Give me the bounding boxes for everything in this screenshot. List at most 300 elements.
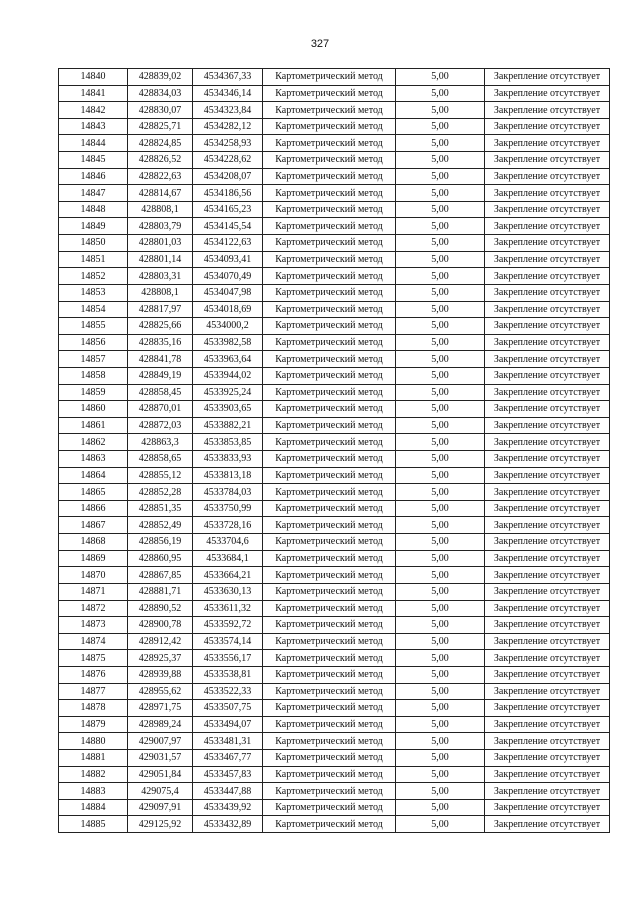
y-coordinate-cell: 4534208,07 <box>193 168 263 185</box>
fixing-cell: Закрепление отсутствует <box>485 583 610 600</box>
table-row <box>59 484 610 501</box>
precision-cell: 5,00 <box>396 500 485 517</box>
table-row <box>59 500 610 517</box>
method-cell: Картометрический метод <box>263 733 396 750</box>
method-cell: Картометрический метод <box>263 334 396 351</box>
point-number-cell: 14881 <box>59 749 128 766</box>
point-number-cell: 14873 <box>59 617 128 634</box>
fixing-cell: Закрепление отсутствует <box>485 268 610 285</box>
fixing-cell: Закрепление отсутствует <box>485 384 610 401</box>
point-number-cell: 14858 <box>59 367 128 384</box>
table-row <box>59 384 610 401</box>
method-cell: Картометрический метод <box>263 201 396 218</box>
table-row <box>59 451 610 468</box>
table-row <box>59 334 610 351</box>
point-number-cell: 14860 <box>59 401 128 418</box>
method-cell: Картометрический метод <box>263 268 396 285</box>
x-coordinate-cell: 428863,3 <box>128 434 193 451</box>
table-row <box>59 434 610 451</box>
point-number-cell: 14862 <box>59 434 128 451</box>
point-number-cell: 14849 <box>59 218 128 235</box>
table-row <box>59 118 610 135</box>
fixing-cell: Закрепление отсутствует <box>485 783 610 800</box>
y-coordinate-cell: 4533439,92 <box>193 799 263 816</box>
y-coordinate-cell: 4534346,14 <box>193 85 263 102</box>
x-coordinate-cell: 428849,19 <box>128 367 193 384</box>
x-coordinate-cell: 428801,14 <box>128 251 193 268</box>
fixing-cell: Закрепление отсутствует <box>485 733 610 750</box>
precision-cell: 5,00 <box>396 69 485 86</box>
table-row <box>59 583 610 600</box>
x-coordinate-cell: 428803,79 <box>128 218 193 235</box>
x-coordinate-cell: 428858,65 <box>128 451 193 468</box>
x-coordinate-cell: 428808,1 <box>128 284 193 301</box>
method-cell: Картометрический метод <box>263 600 396 617</box>
point-number-cell: 14871 <box>59 583 128 600</box>
x-coordinate-cell: 428870,01 <box>128 401 193 418</box>
y-coordinate-cell: 4533903,65 <box>193 401 263 418</box>
precision-cell: 5,00 <box>396 102 485 119</box>
x-coordinate-cell: 429031,57 <box>128 749 193 766</box>
point-number-cell: 14847 <box>59 185 128 202</box>
fixing-cell: Закрепление отсутствует <box>485 367 610 384</box>
y-coordinate-cell: 4533630,13 <box>193 583 263 600</box>
point-number-cell: 14884 <box>59 799 128 816</box>
precision-cell: 5,00 <box>396 650 485 667</box>
y-coordinate-cell: 4533853,85 <box>193 434 263 451</box>
precision-cell: 5,00 <box>396 467 485 484</box>
fixing-cell: Закрепление отсутствует <box>485 567 610 584</box>
x-coordinate-cell: 428867,85 <box>128 567 193 584</box>
point-number-cell: 14875 <box>59 650 128 667</box>
fixing-cell: Закрепление отсутствует <box>485 284 610 301</box>
point-number-cell: 14857 <box>59 351 128 368</box>
y-coordinate-cell: 4533447,88 <box>193 783 263 800</box>
point-number-cell: 14846 <box>59 168 128 185</box>
table-row <box>59 783 610 800</box>
precision-cell: 5,00 <box>396 218 485 235</box>
x-coordinate-cell: 428900,78 <box>128 617 193 634</box>
point-number-cell: 14882 <box>59 766 128 783</box>
x-coordinate-cell: 429051,84 <box>128 766 193 783</box>
table-row <box>59 650 610 667</box>
x-coordinate-cell: 428830,07 <box>128 102 193 119</box>
method-cell: Картометрический метод <box>263 650 396 667</box>
method-cell: Картометрический метод <box>263 500 396 517</box>
fixing-cell: Закрепление отсутствует <box>485 218 610 235</box>
method-cell: Картометрический метод <box>263 251 396 268</box>
y-coordinate-cell: 4534047,98 <box>193 284 263 301</box>
fixing-cell: Закрепление отсутствует <box>485 201 610 218</box>
method-cell: Картометрический метод <box>263 799 396 816</box>
point-number-cell: 14850 <box>59 235 128 252</box>
point-number-cell: 14841 <box>59 85 128 102</box>
fixing-cell: Закрепление отсутствует <box>485 666 610 683</box>
point-number-cell: 14879 <box>59 716 128 733</box>
y-coordinate-cell: 4533481,31 <box>193 733 263 750</box>
table-row <box>59 401 610 418</box>
method-cell: Картометрический метод <box>263 749 396 766</box>
method-cell: Картометрический метод <box>263 683 396 700</box>
method-cell: Картометрический метод <box>263 451 396 468</box>
x-coordinate-cell: 428839,02 <box>128 69 193 86</box>
x-coordinate-cell: 428858,45 <box>128 384 193 401</box>
precision-cell: 5,00 <box>396 384 485 401</box>
fixing-cell: Закрепление отсутствует <box>485 401 610 418</box>
precision-cell: 5,00 <box>396 318 485 335</box>
y-coordinate-cell: 4533963,64 <box>193 351 263 368</box>
x-coordinate-cell: 428872,03 <box>128 417 193 434</box>
fixing-cell: Закрепление отсутствует <box>485 700 610 717</box>
fixing-cell: Закрепление отсутствует <box>485 534 610 551</box>
fixing-cell: Закрепление отсутствует <box>485 301 610 318</box>
x-coordinate-cell: 428834,03 <box>128 85 193 102</box>
table-row <box>59 517 610 534</box>
y-coordinate-cell: 4534093,41 <box>193 251 263 268</box>
point-number-cell: 14866 <box>59 500 128 517</box>
x-coordinate-cell: 428855,12 <box>128 467 193 484</box>
page-number: 327 <box>310 38 330 50</box>
point-number-cell: 14869 <box>59 550 128 567</box>
x-coordinate-cell: 428971,75 <box>128 700 193 717</box>
precision-cell: 5,00 <box>396 534 485 551</box>
method-cell: Картометрический метод <box>263 434 396 451</box>
precision-cell: 5,00 <box>396 799 485 816</box>
fixing-cell: Закрепление отсутствует <box>485 251 610 268</box>
y-coordinate-cell: 4534228,62 <box>193 152 263 169</box>
precision-cell: 5,00 <box>396 451 485 468</box>
y-coordinate-cell: 4533664,21 <box>193 567 263 584</box>
coordinates-table <box>58 68 610 833</box>
fixing-cell: Закрепление отсутствует <box>485 633 610 650</box>
point-number-cell: 14840 <box>59 69 128 86</box>
y-coordinate-cell: 4533813,18 <box>193 467 263 484</box>
precision-cell: 5,00 <box>396 633 485 650</box>
table-row <box>59 135 610 152</box>
precision-cell: 5,00 <box>396 766 485 783</box>
precision-cell: 5,00 <box>396 816 485 833</box>
precision-cell: 5,00 <box>396 700 485 717</box>
point-number-cell: 14865 <box>59 484 128 501</box>
point-number-cell: 14852 <box>59 268 128 285</box>
table-row <box>59 683 610 700</box>
precision-cell: 5,00 <box>396 517 485 534</box>
point-number-cell: 14874 <box>59 633 128 650</box>
table-row <box>59 284 610 301</box>
y-coordinate-cell: 4533432,89 <box>193 816 263 833</box>
table-row <box>59 185 610 202</box>
table-row <box>59 301 610 318</box>
fixing-cell: Закрепление отсутствует <box>485 69 610 86</box>
method-cell: Картометрический метод <box>263 401 396 418</box>
y-coordinate-cell: 4533611,32 <box>193 600 263 617</box>
point-number-cell: 14859 <box>59 384 128 401</box>
point-number-cell: 14854 <box>59 301 128 318</box>
precision-cell: 5,00 <box>396 666 485 683</box>
coordinates-table-body <box>59 69 610 833</box>
y-coordinate-cell: 4534122,63 <box>193 235 263 252</box>
x-coordinate-cell: 428808,1 <box>128 201 193 218</box>
method-cell: Картометрический метод <box>263 168 396 185</box>
fixing-cell: Закрепление отсутствует <box>485 451 610 468</box>
table-row <box>59 816 610 833</box>
fixing-cell: Закрепление отсутствует <box>485 517 610 534</box>
x-coordinate-cell: 429075,4 <box>128 783 193 800</box>
table-row <box>59 318 610 335</box>
y-coordinate-cell: 4533522,33 <box>193 683 263 700</box>
y-coordinate-cell: 4533728,16 <box>193 517 263 534</box>
y-coordinate-cell: 4533925,24 <box>193 384 263 401</box>
method-cell: Картометрический метод <box>263 301 396 318</box>
y-coordinate-cell: 4534165,23 <box>193 201 263 218</box>
precision-cell: 5,00 <box>396 583 485 600</box>
point-number-cell: 14863 <box>59 451 128 468</box>
y-coordinate-cell: 4533538,81 <box>193 666 263 683</box>
table-row <box>59 251 610 268</box>
table-row <box>59 766 610 783</box>
precision-cell: 5,00 <box>396 168 485 185</box>
y-coordinate-cell: 4533684,1 <box>193 550 263 567</box>
precision-cell: 5,00 <box>396 484 485 501</box>
precision-cell: 5,00 <box>396 351 485 368</box>
x-coordinate-cell: 428852,49 <box>128 517 193 534</box>
x-coordinate-cell: 428939,88 <box>128 666 193 683</box>
y-coordinate-cell: 4534367,33 <box>193 69 263 86</box>
y-coordinate-cell: 4533833,93 <box>193 451 263 468</box>
table-row <box>59 550 610 567</box>
point-number-cell: 14845 <box>59 152 128 169</box>
precision-cell: 5,00 <box>396 301 485 318</box>
method-cell: Картометрический метод <box>263 783 396 800</box>
fixing-cell: Закрепление отсутствует <box>485 600 610 617</box>
point-number-cell: 14870 <box>59 567 128 584</box>
x-coordinate-cell: 428851,35 <box>128 500 193 517</box>
table-row <box>59 69 610 86</box>
point-number-cell: 14876 <box>59 666 128 683</box>
precision-cell: 5,00 <box>396 367 485 384</box>
point-number-cell: 14880 <box>59 733 128 750</box>
y-coordinate-cell: 4533704,6 <box>193 534 263 551</box>
precision-cell: 5,00 <box>396 118 485 135</box>
fixing-cell: Закрепление отсутствует <box>485 766 610 783</box>
table-row <box>59 417 610 434</box>
y-coordinate-cell: 4533944,02 <box>193 367 263 384</box>
x-coordinate-cell: 428860,95 <box>128 550 193 567</box>
x-coordinate-cell: 428825,71 <box>128 118 193 135</box>
point-number-cell: 14843 <box>59 118 128 135</box>
x-coordinate-cell: 428955,62 <box>128 683 193 700</box>
fixing-cell: Закрепление отсутствует <box>485 484 610 501</box>
table-row <box>59 102 610 119</box>
method-cell: Картометрический метод <box>263 816 396 833</box>
precision-cell: 5,00 <box>396 749 485 766</box>
method-cell: Картометрический метод <box>263 284 396 301</box>
method-cell: Картометрический метод <box>263 716 396 733</box>
table-row <box>59 799 610 816</box>
method-cell: Картометрический метод <box>263 102 396 119</box>
table-row <box>59 235 610 252</box>
table-row <box>59 700 610 717</box>
method-cell: Картометрический метод <box>263 583 396 600</box>
y-coordinate-cell: 4534282,12 <box>193 118 263 135</box>
fixing-cell: Закрепление отсутствует <box>485 749 610 766</box>
x-coordinate-cell: 429125,92 <box>128 816 193 833</box>
x-coordinate-cell: 428803,31 <box>128 268 193 285</box>
precision-cell: 5,00 <box>396 600 485 617</box>
y-coordinate-cell: 4534258,93 <box>193 135 263 152</box>
fixing-cell: Закрепление отсутствует <box>485 334 610 351</box>
fixing-cell: Закрепление отсутствует <box>485 168 610 185</box>
precision-cell: 5,00 <box>396 434 485 451</box>
fixing-cell: Закрепление отсутствует <box>485 650 610 667</box>
fixing-cell: Закрепление отсутствует <box>485 152 610 169</box>
method-cell: Картометрический метод <box>263 666 396 683</box>
point-number-cell: 14883 <box>59 783 128 800</box>
y-coordinate-cell: 4533592,72 <box>193 617 263 634</box>
method-cell: Картометрический метод <box>263 484 396 501</box>
y-coordinate-cell: 4533882,21 <box>193 417 263 434</box>
y-coordinate-cell: 4533457,83 <box>193 766 263 783</box>
y-coordinate-cell: 4533507,75 <box>193 700 263 717</box>
fixing-cell: Закрепление отсутствует <box>485 434 610 451</box>
fixing-cell: Закрепление отсутствует <box>485 816 610 833</box>
point-number-cell: 14868 <box>59 534 128 551</box>
method-cell: Картометрический метод <box>263 534 396 551</box>
x-coordinate-cell: 428814,67 <box>128 185 193 202</box>
y-coordinate-cell: 4533467,77 <box>193 749 263 766</box>
fixing-cell: Закрепление отсутствует <box>485 467 610 484</box>
method-cell: Картометрический метод <box>263 118 396 135</box>
precision-cell: 5,00 <box>396 251 485 268</box>
x-coordinate-cell: 428801,03 <box>128 235 193 252</box>
table-row <box>59 600 610 617</box>
precision-cell: 5,00 <box>396 683 485 700</box>
fixing-cell: Закрепление отсутствует <box>485 351 610 368</box>
x-coordinate-cell: 428824,85 <box>128 135 193 152</box>
fixing-cell: Закрепление отсутствует <box>485 235 610 252</box>
x-coordinate-cell: 429007,97 <box>128 733 193 750</box>
table-row <box>59 268 610 285</box>
point-number-cell: 14877 <box>59 683 128 700</box>
x-coordinate-cell: 428825,66 <box>128 318 193 335</box>
x-coordinate-cell: 428890,52 <box>128 600 193 617</box>
table-row <box>59 567 610 584</box>
point-number-cell: 14851 <box>59 251 128 268</box>
precision-cell: 5,00 <box>396 152 485 169</box>
precision-cell: 5,00 <box>396 268 485 285</box>
y-coordinate-cell: 4533556,17 <box>193 650 263 667</box>
method-cell: Картометрический метод <box>263 700 396 717</box>
x-coordinate-cell: 428826,52 <box>128 152 193 169</box>
y-coordinate-cell: 4534145,54 <box>193 218 263 235</box>
point-number-cell: 14867 <box>59 517 128 534</box>
x-coordinate-cell: 428841,78 <box>128 351 193 368</box>
fixing-cell: Закрепление отсутствует <box>485 102 610 119</box>
y-coordinate-cell: 4533750,99 <box>193 500 263 517</box>
x-coordinate-cell: 428835,16 <box>128 334 193 351</box>
point-number-cell: 14864 <box>59 467 128 484</box>
precision-cell: 5,00 <box>396 783 485 800</box>
fixing-cell: Закрепление отсутствует <box>485 118 610 135</box>
method-cell: Картометрический метод <box>263 85 396 102</box>
table-row <box>59 749 610 766</box>
fixing-cell: Закрепление отсутствует <box>485 318 610 335</box>
table-row <box>59 152 610 169</box>
x-coordinate-cell: 428817,97 <box>128 301 193 318</box>
fixing-cell: Закрепление отсутствует <box>485 799 610 816</box>
y-coordinate-cell: 4534070,49 <box>193 268 263 285</box>
method-cell: Картометрический метод <box>263 417 396 434</box>
method-cell: Картометрический метод <box>263 617 396 634</box>
table-row <box>59 85 610 102</box>
point-number-cell: 14853 <box>59 284 128 301</box>
method-cell: Картометрический метод <box>263 218 396 235</box>
precision-cell: 5,00 <box>396 135 485 152</box>
x-coordinate-cell: 428989,24 <box>128 716 193 733</box>
x-coordinate-cell: 429097,91 <box>128 799 193 816</box>
precision-cell: 5,00 <box>396 417 485 434</box>
precision-cell: 5,00 <box>396 185 485 202</box>
method-cell: Картометрический метод <box>263 185 396 202</box>
fixing-cell: Закрепление отсутствует <box>485 85 610 102</box>
y-coordinate-cell: 4533574,14 <box>193 633 263 650</box>
fixing-cell: Закрепление отсутствует <box>485 617 610 634</box>
y-coordinate-cell: 4533784,03 <box>193 484 263 501</box>
table-row <box>59 716 610 733</box>
x-coordinate-cell: 428912,42 <box>128 633 193 650</box>
y-coordinate-cell: 4534018,69 <box>193 301 263 318</box>
y-coordinate-cell: 4534323,84 <box>193 102 263 119</box>
fixing-cell: Закрепление отсутствует <box>485 185 610 202</box>
table-row <box>59 666 610 683</box>
fixing-cell: Закрепление отсутствует <box>485 683 610 700</box>
precision-cell: 5,00 <box>396 201 485 218</box>
table-row <box>59 351 610 368</box>
table-row <box>59 733 610 750</box>
precision-cell: 5,00 <box>396 85 485 102</box>
method-cell: Картометрический метод <box>263 517 396 534</box>
point-number-cell: 14878 <box>59 700 128 717</box>
point-number-cell: 14848 <box>59 201 128 218</box>
method-cell: Картометрический метод <box>263 135 396 152</box>
method-cell: Картометрический метод <box>263 69 396 86</box>
method-cell: Картометрический метод <box>263 567 396 584</box>
method-cell: Картометрический метод <box>263 766 396 783</box>
point-number-cell: 14855 <box>59 318 128 335</box>
method-cell: Картометрический метод <box>263 384 396 401</box>
precision-cell: 5,00 <box>396 716 485 733</box>
x-coordinate-cell: 428822,63 <box>128 168 193 185</box>
table-row <box>59 467 610 484</box>
y-coordinate-cell: 4534000,2 <box>193 318 263 335</box>
x-coordinate-cell: 428856,19 <box>128 534 193 551</box>
fixing-cell: Закрепление отсутствует <box>485 500 610 517</box>
method-cell: Картометрический метод <box>263 152 396 169</box>
point-number-cell: 14844 <box>59 135 128 152</box>
fixing-cell: Закрепление отсутствует <box>485 716 610 733</box>
point-number-cell: 14856 <box>59 334 128 351</box>
method-cell: Картометрический метод <box>263 367 396 384</box>
x-coordinate-cell: 428881,71 <box>128 583 193 600</box>
precision-cell: 5,00 <box>396 567 485 584</box>
fixing-cell: Закрепление отсутствует <box>485 550 610 567</box>
method-cell: Картометрический метод <box>263 633 396 650</box>
precision-cell: 5,00 <box>396 550 485 567</box>
table-row <box>59 534 610 551</box>
fixing-cell: Закрепление отсутствует <box>485 417 610 434</box>
table-row <box>59 218 610 235</box>
y-coordinate-cell: 4533494,07 <box>193 716 263 733</box>
